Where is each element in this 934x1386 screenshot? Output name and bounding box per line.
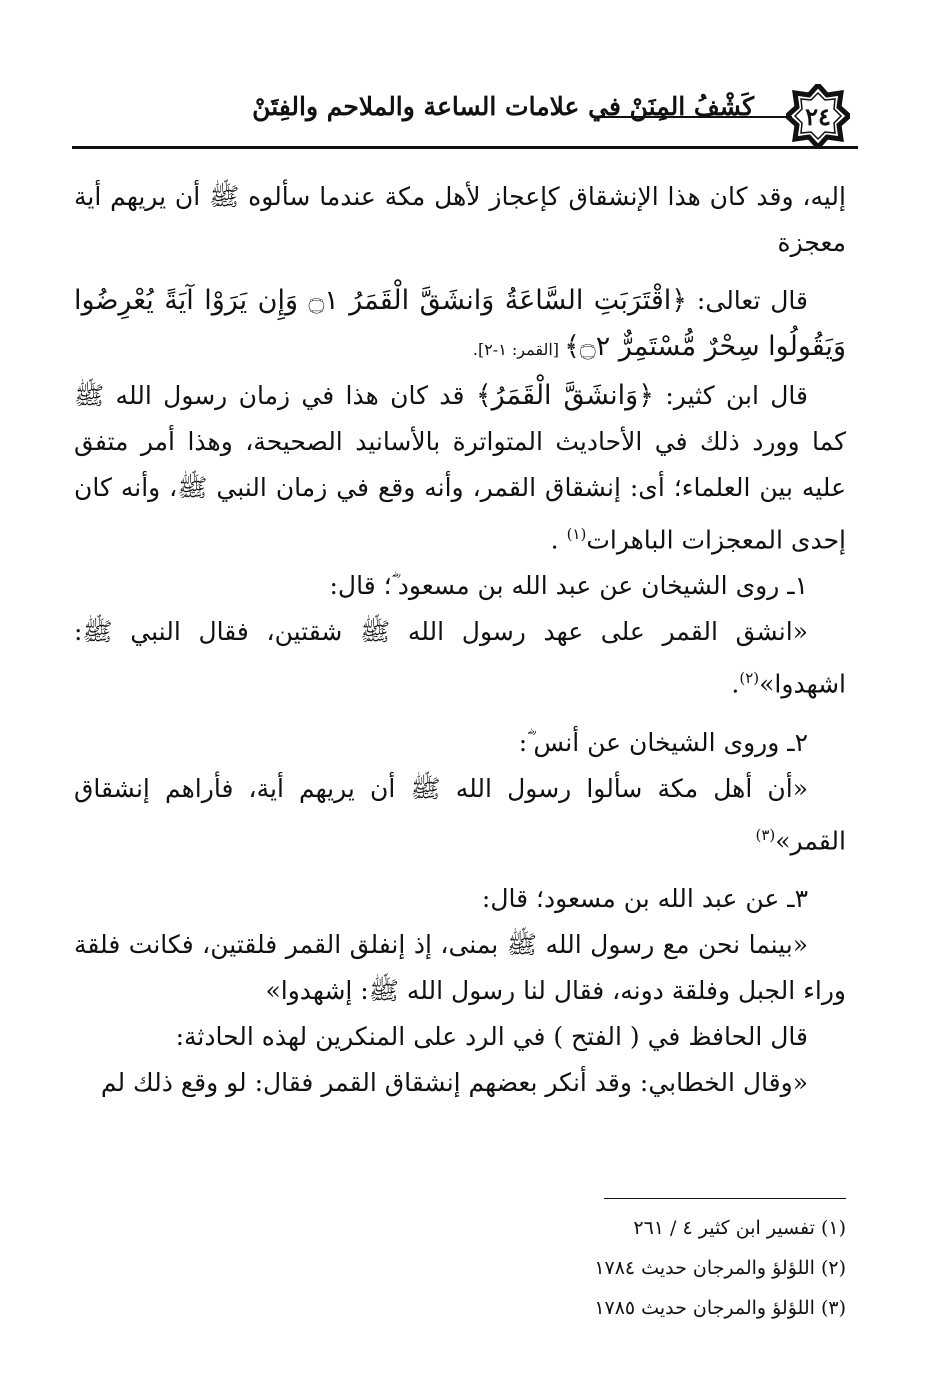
footnote-1: (١) تفسير ابن كثير ٤ / ٢٦١ bbox=[633, 1217, 846, 1239]
quran-intro: قال تعالى: bbox=[687, 286, 808, 315]
hadith-text-1: «انشق القمر على عهد رسول الله ﷺ شقتين، فقال النبي ﷺ: اشهدوا» bbox=[74, 617, 846, 699]
book-title: كَشْفُ المِنَنْ في علامات الساعة والملاحم والفِتَنْ bbox=[252, 92, 754, 121]
narration-heading-2: ٢ـ وروى الشيخان عن أنس ؓ: bbox=[518, 727, 808, 757]
hadith-text-2: «أن أهل مكة سألوا رسول الله ﷺ أن يريهم أية، فأراهم إنشقاق القمر» bbox=[74, 773, 846, 855]
paragraph-1: إليه، وقد كان هذا الإنشقاق كإعجاز لأهل مكة عندما سألوه ﷺ أن يريهم أية معجزة bbox=[74, 182, 846, 257]
ibn-kathir-text: قد كان هذا في زمان رسول الله ﷺ كما وورد ذلك في الأحاديث المتواترة بالأسانيد الصحيحة، وهذا أمر متفق عليه بين العلماء؛ أى: إنشقاق القمر، وأنه وقع في زمان النبي ﷺ، وأنه كان إحدى المعجزات الباهرات bbox=[74, 381, 846, 555]
paragraph-ibn-kathir bbox=[74, 373, 846, 563]
paragraph-quran-verse bbox=[74, 278, 846, 373]
quran-quote: ﴿وَانشَقَّ الْقَمَرُ﴾ bbox=[475, 380, 655, 411]
footnote-2: (٢) اللؤلؤ والمرجان حديث ١٧٨٤ bbox=[594, 1257, 846, 1279]
ibn-kathir-end: . bbox=[550, 525, 567, 555]
hadith-quote-3: «بينما نحن مع رسول الله ﷺ بمنى، إذ إنفلق القمر فلقتين، فكانت فلقة وراء الجبل وفلقة دونه، فقال لنا رسول الله ﷺ: إشهدوا» bbox=[74, 929, 846, 1005]
title-rule bbox=[592, 116, 792, 118]
ibn-kathir-intro: قال ابن كثير: bbox=[654, 381, 808, 410]
hadith-quote-1 bbox=[74, 609, 846, 707]
footnote-marker-3[interactable]: (٣) bbox=[755, 825, 776, 844]
paragraph-al-hafiz: قال الحافظ في ( الفتح ) في الرد على المنكرين لهذه الحادثة: bbox=[175, 1021, 808, 1051]
header-rule bbox=[72, 146, 858, 149]
quran-verse: ﴿اقْتَرَبَتِ السَّاعَةُ وَانشَقَّ الْقَمَرُ ۝١ وَإِن يَرَوْا آيَةً يُعْرِضُوا وَيَقُولُوا سِحْرٌ مُّسْتَمِرٌّ ۝٢﴾ bbox=[74, 285, 846, 362]
footnote-marker-1[interactable]: (١) bbox=[566, 525, 587, 543]
page-number-badge bbox=[786, 84, 850, 148]
paragraph-al-khattabi: «وقال الخطابي: وقد أنكر بعضهم إنشقاق القمر فقال: لو وقع ذلك لم bbox=[100, 1067, 808, 1097]
hadith-end-1: . bbox=[731, 669, 740, 699]
page-number: ٢٤ bbox=[805, 101, 831, 131]
footnote-marker-2[interactable]: (٢) bbox=[739, 669, 760, 688]
footnote-divider bbox=[604, 1198, 846, 1199]
footnotes bbox=[74, 1208, 846, 1328]
page-header bbox=[72, 78, 858, 158]
hadith-quote-2 bbox=[74, 766, 846, 864]
footnote-3: (٣) اللؤلؤ والمرجان حديث ١٧٨٥ bbox=[594, 1297, 846, 1319]
narration-heading-3: ٣ـ عن عبد الله بن مسعود؛ قال: bbox=[481, 883, 808, 913]
page-body bbox=[74, 174, 846, 1106]
verse-reference: [القمر: ١-٢]. bbox=[472, 340, 565, 359]
narration-heading-1: ١ـ روى الشيخان عن عبد الله بن مسعود ؓ؛ قال: bbox=[329, 571, 808, 601]
